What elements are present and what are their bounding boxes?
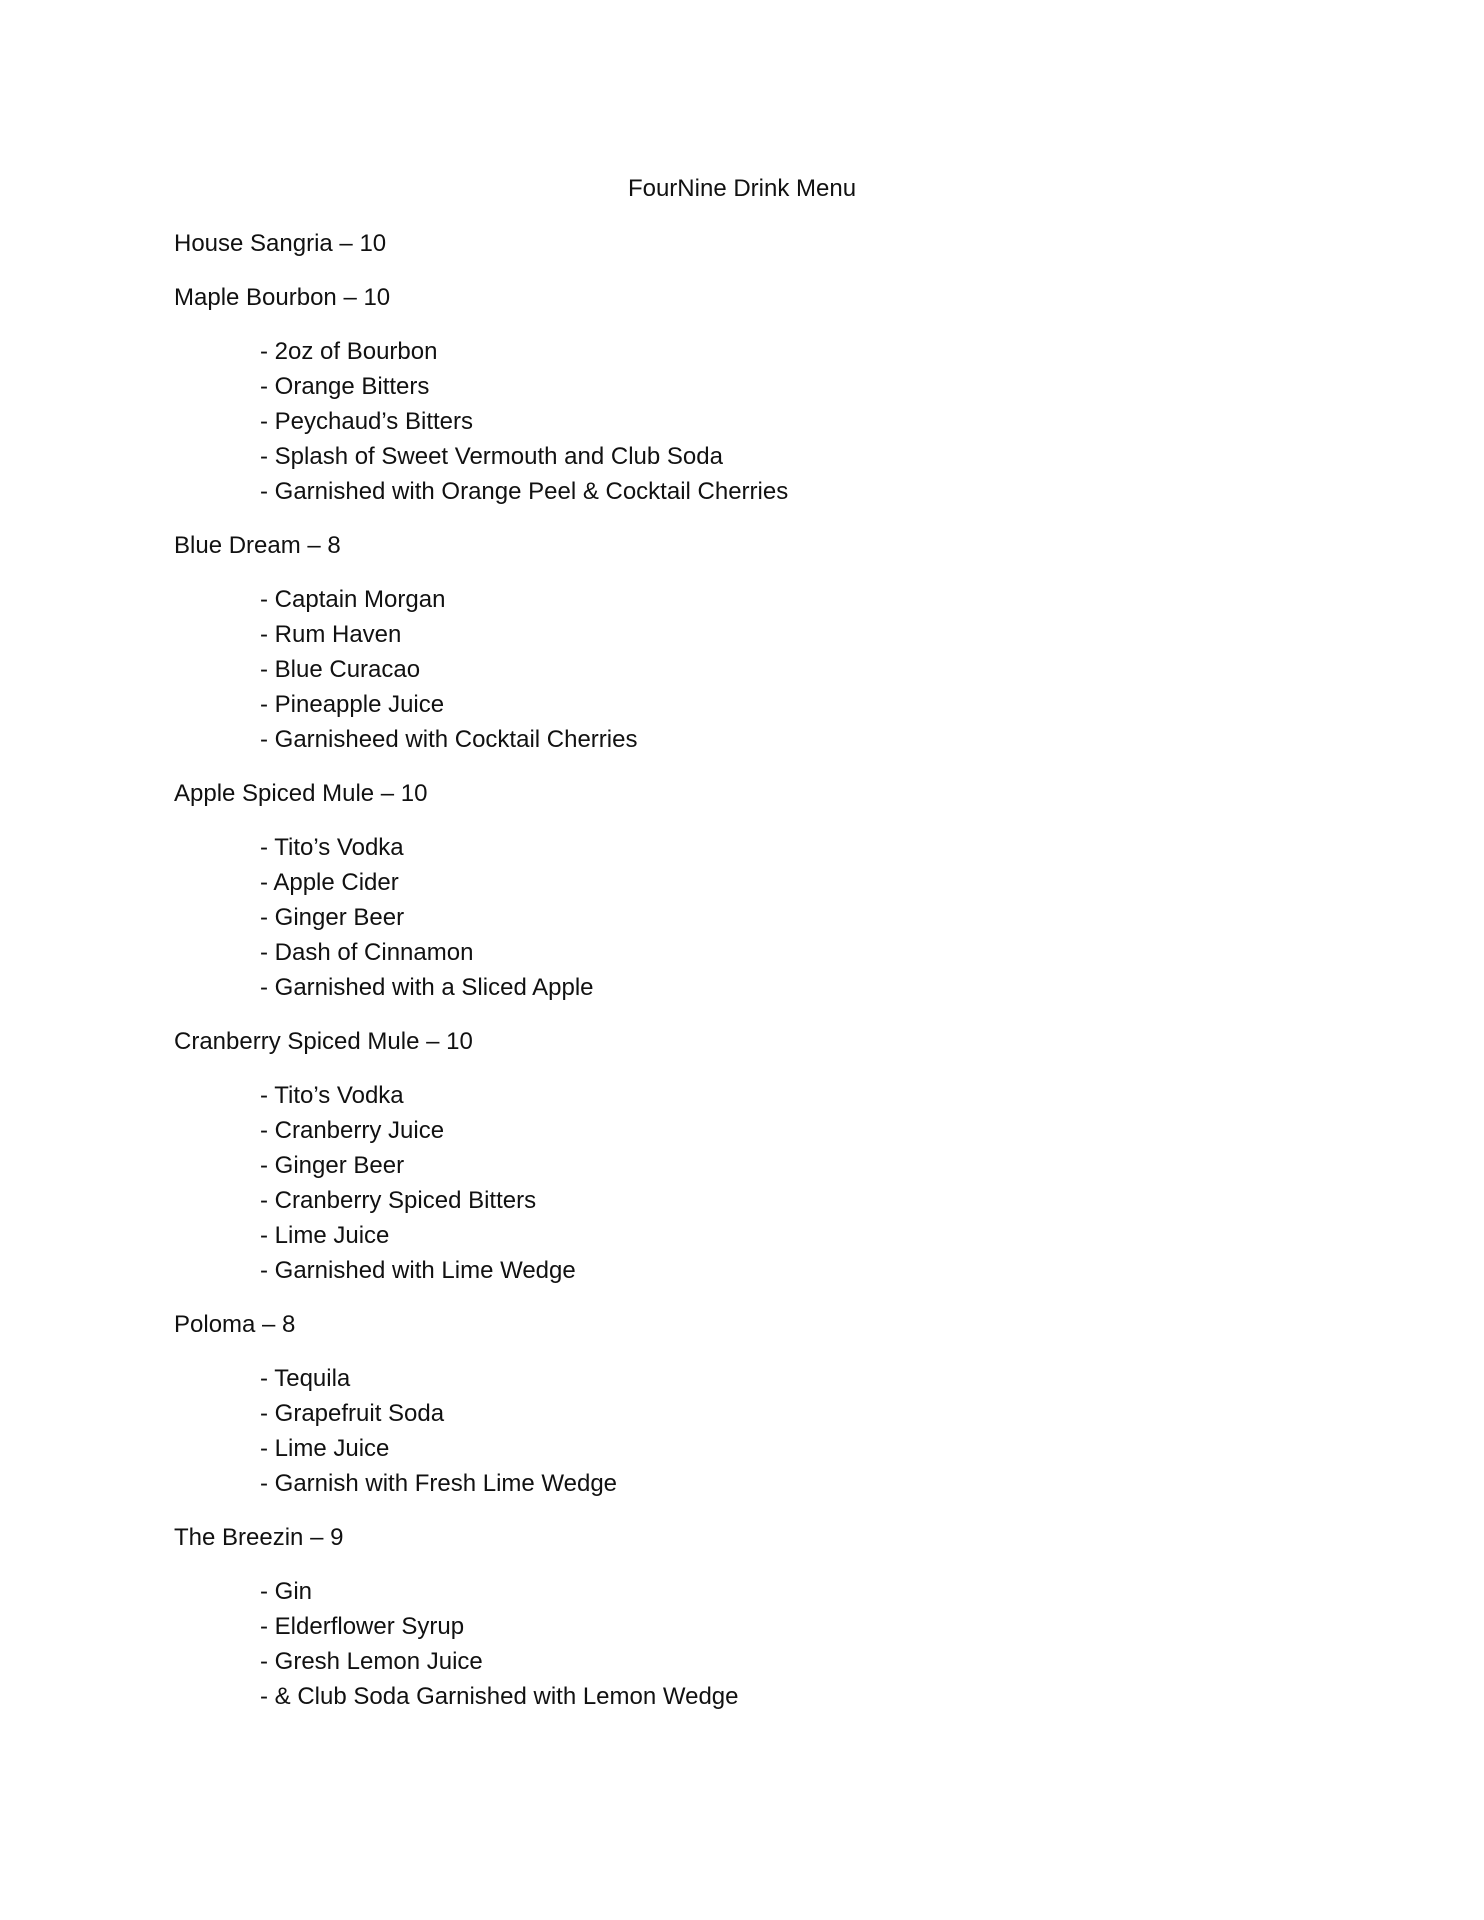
ingredient-item: - Garnish with Fresh Lime Wedge xyxy=(260,1470,618,1497)
ingredient-item: - Tito’s Vodka xyxy=(260,834,404,861)
ingredient-item: - Garnisheed with Cocktail Cherries xyxy=(260,726,638,753)
ingredient-item: - Cranberry Juice xyxy=(260,1117,445,1144)
ingredient-item: - Gresh Lemon Juice xyxy=(260,1648,483,1675)
drink-section xyxy=(174,280,1374,509)
ingredient-item: - Captain Morgan xyxy=(260,586,446,613)
drink-name: House Sangria – 10 xyxy=(174,230,387,257)
ingredient-item: - Rum Haven xyxy=(260,621,402,648)
ingredient-item: - Apple Cider xyxy=(260,869,399,896)
drink-name: Cranberry Spiced Mule – 10 xyxy=(174,1028,473,1055)
ingredient-item: - Garnished with Orange Peel & Cocktail Cherries xyxy=(260,478,789,505)
drink-menu xyxy=(174,226,1374,1714)
drink-name: Maple Bourbon – 10 xyxy=(174,284,391,311)
drink-section xyxy=(174,1520,1374,1714)
ingredient-item: - Elderflower Syrup xyxy=(260,1613,465,1640)
ingredient-item: - Grapefruit Soda xyxy=(260,1400,445,1427)
ingredient-list xyxy=(260,334,1374,509)
ingredient-list xyxy=(260,1078,1374,1288)
ingredient-item: - Lime Juice xyxy=(260,1435,390,1462)
ingredient-item: - Ginger Beer xyxy=(260,1152,405,1179)
drink-section xyxy=(174,528,1374,757)
drink-section xyxy=(174,1024,1374,1288)
drink-section xyxy=(174,226,1374,261)
drink-name: The Breezin – 9 xyxy=(174,1524,344,1551)
ingredient-item: - Dash of Cinnamon xyxy=(260,939,474,966)
ingredient-item: - Pineapple Juice xyxy=(260,691,445,718)
drink-section xyxy=(174,776,1374,1005)
ingredient-item: - Garnished with Lime Wedge xyxy=(260,1257,576,1284)
page-title: FourNine Drink Menu xyxy=(627,175,857,202)
drink-name: Blue Dream – 8 xyxy=(174,532,341,559)
ingredient-item: - & Club Soda Garnished with Lemon Wedge xyxy=(260,1683,739,1710)
ingredient-item: - Garnished with a Sliced Apple xyxy=(260,974,594,1001)
ingredient-item: - 2oz of Bourbon xyxy=(260,338,438,365)
ingredient-list xyxy=(260,582,1374,757)
drink-name: Poloma – 8 xyxy=(174,1311,296,1338)
ingredient-item: - Peychaud’s Bitters xyxy=(260,408,473,435)
ingredient-item: - Ginger Beer xyxy=(260,904,405,931)
ingredient-list xyxy=(260,830,1374,1005)
ingredient-item: - Splash of Sweet Vermouth and Club Soda xyxy=(260,443,723,470)
ingredient-list xyxy=(260,1361,1374,1501)
drink-name: Apple Spiced Mule – 10 xyxy=(174,780,428,807)
ingredient-item: - Gin xyxy=(260,1578,313,1605)
ingredient-item: - Tito’s Vodka xyxy=(260,1082,404,1109)
ingredient-item: - Tequila xyxy=(260,1365,351,1392)
ingredient-item: - Lime Juice xyxy=(260,1222,390,1249)
ingredient-list xyxy=(260,1574,1374,1714)
drink-section xyxy=(174,1307,1374,1501)
ingredient-item: - Cranberry Spiced Bitters xyxy=(260,1187,537,1214)
ingredient-item: - Orange Bitters xyxy=(260,373,430,400)
ingredient-item: - Blue Curacao xyxy=(260,656,421,683)
